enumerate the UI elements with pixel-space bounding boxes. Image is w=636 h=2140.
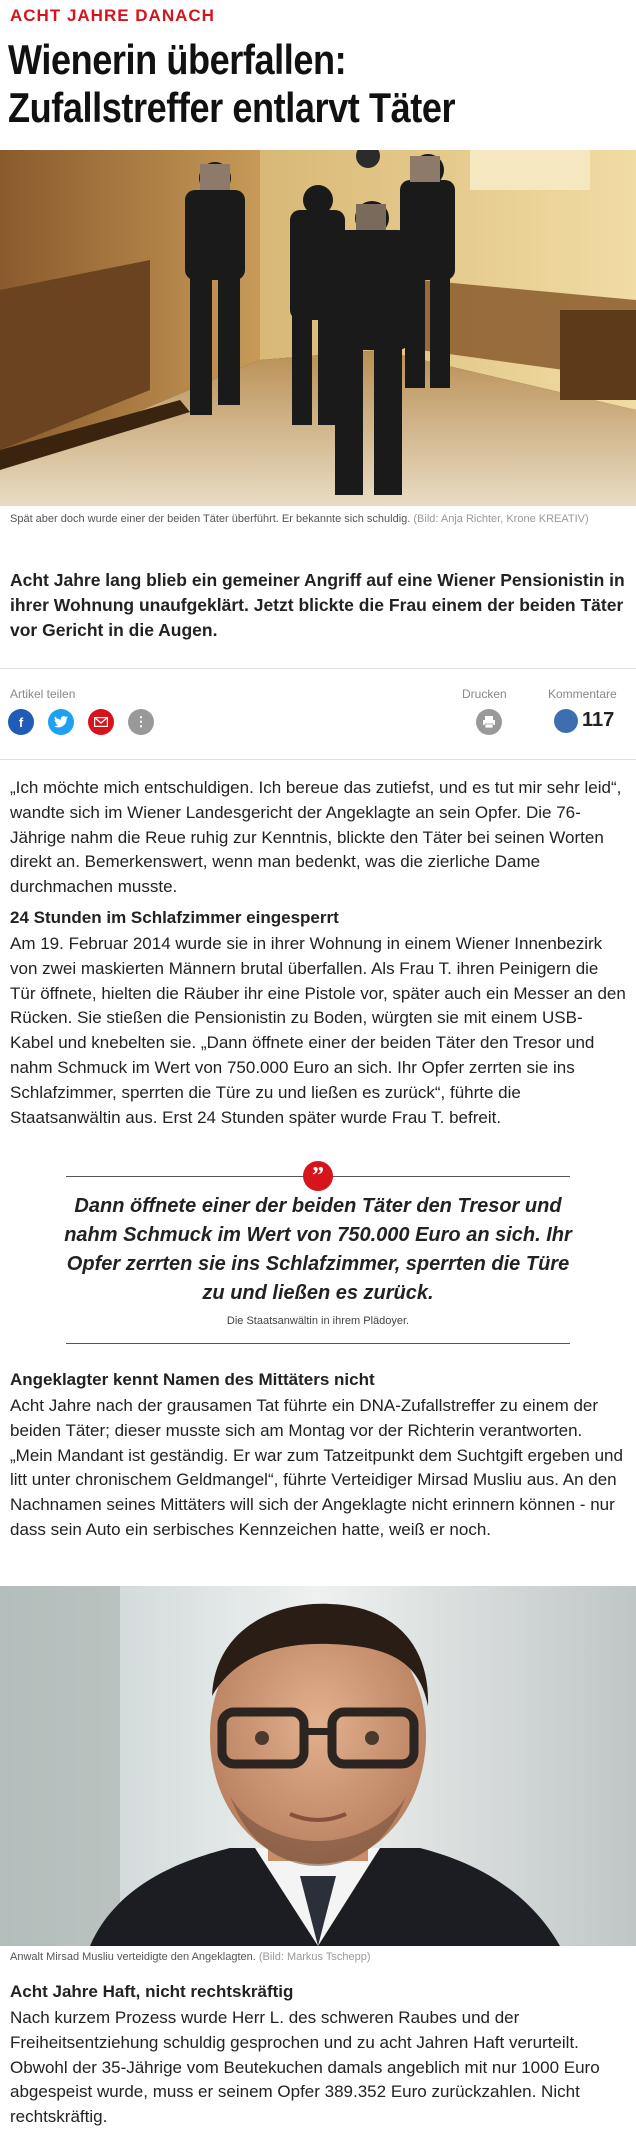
hero-caption-text: Spät aber doch wurde einer der beiden Täter überführt. Er bekannte sich schuldig. <box>10 513 411 525</box>
more-icon[interactable]: ⋮ <box>128 709 154 735</box>
quote-icon: ” <box>303 1161 333 1191</box>
facebook-icon[interactable]: f <box>8 709 34 735</box>
comments-label: Kommentare <box>548 687 617 701</box>
quote-text: Dann öffnete einer der beiden Täter den Tresor und nahm Schmuck im Wert von 750.000 Euro an sich. Ihr Opfer zerrten sie ins Schlafzimmer, sperrten die Türe zu und ließen es zurück. <box>64 1195 572 1304</box>
body-paragraph-3: Acht Jahre nach der grausamen Tat führte ein DNA-Zufallstreffer zu einem der beiden Täter; dieser musste sich am Montag vor der Richterin verantworten. „Mein Mandant ist geständig. Er war zum Tatzeitpunkt dem Suchtgift ergeben und litt unter chronischem Geldmangel“, führte Verteidiger Mirsad Musliu aus. An den Nachnamen seines Mittäters will sich der Angeklagte nicht erinnern können - nur dass sein Auto ein serbisches Kennzeichen hatte, weiß er noch. <box>10 1396 623 1539</box>
body-paragraph-1: „Ich möchte mich entschuldigen. Ich bereue das zutiefst, und es tut mir sehr leid“, wandte sich im Wiener Landesgericht der Angeklagte an sein Opfer. Die 76-Jährige nahm die Reue ruhig zur Kenntnis, blickte den Täter bei seinen Worten direkt an. Bemerkenswert, wenn man bedenkt, was die zierliche Dame durchmachen musste. <box>10 778 622 897</box>
print-label: Drucken <box>462 687 507 701</box>
comments-count[interactable]: 117 <box>582 709 615 731</box>
headline-line-1: Wienerin überfallen: <box>8 36 347 83</box>
article-headline <box>8 36 541 132</box>
mail-icon[interactable] <box>88 709 114 735</box>
lawyer-photo-caption <box>10 1950 626 1965</box>
article-kicker: ACHT JAHRE DANACH <box>10 6 215 25</box>
body-paragraph-4: Nach kurzem Prozess wurde Herr L. des schweren Raubes und der Freiheitsentziehung schuldig gesprochen und zu acht Jahren Haft verurteilt. Obwohl der 35-Jährige vom Beutekuchen damals angeblich mit nur 1000 Euro abgespeist wurde, muss er seinem Opfer 389.352 Euro zurückzahlen. Nicht rechtskräftig. <box>10 2008 600 2127</box>
lawyer-caption-text: Anwalt Mirsad Musliu verteidigte den Angeklagten. <box>10 1951 256 1963</box>
hero-photo <box>0 150 636 506</box>
pull-quote <box>64 1163 572 1344</box>
subheading-3: Acht Jahre Haft, nicht rechtskräftig <box>10 1982 294 2001</box>
lawyer-photo-credit: (Bild: Markus Tschepp) <box>258 1951 371 1963</box>
body-paragraph-2: Am 19. Februar 2014 wurde sie in ihrer Wohnung in einem Wiener Innenbezirk von zwei maskierten Männern brutal überfallen. Als Frau T. ihren Peinigern die Tür öffnete, hielten die Räuber ihr eine Pistole vor, später auch ein Messer an den Rücken. Sie stießen die Pensionistin zu Boden, würgten sie mit einem USB-Kabel und knebelten sie. „Dann öffnete einer der beiden Täter den Tresor und nahm Schmuck im Wert von 750.000 Euro an sich. Ihr Opfer zerrten sie ins Schlafzimmer, sperrten die Türe zu und ließen es zurück“, führte die Staatsanwältin aus. Erst 24 Stunden später wurde Frau T. befreit. <box>10 934 626 1127</box>
article-lead: Acht Jahre lang blieb ein gemeiner Angriff auf eine Wiener Pensionistin in ihrer Wohnung unaufgeklärt. Jetzt blickte die Frau einem der beiden Täter vor Gericht in die Augen. <box>10 570 625 640</box>
subheading-2: Angeklagter kennt Namen des Mittäters nicht <box>10 1370 375 1389</box>
quote-attribution: Die Staatsanwältin in ihrem Plädoyer. <box>226 1315 410 1327</box>
share-bar <box>0 668 636 760</box>
subheading-1: 24 Stunden im Schlafzimmer eingesperrt <box>10 908 339 927</box>
lawyer-photo <box>0 1586 636 1946</box>
comments-icon[interactable] <box>554 709 578 733</box>
headline-line-2: Zufallstreffer entlarvt Täter <box>8 84 456 131</box>
share-label: Artikel teilen <box>10 687 76 701</box>
print-icon[interactable] <box>476 709 502 735</box>
hero-credit: (Bild: Anja Richter, Krone KREATIV) <box>413 513 589 525</box>
hero-caption <box>10 512 626 527</box>
twitter-icon[interactable] <box>48 709 74 735</box>
share-icons <box>8 709 154 735</box>
quote-rule-bottom <box>66 1343 570 1344</box>
